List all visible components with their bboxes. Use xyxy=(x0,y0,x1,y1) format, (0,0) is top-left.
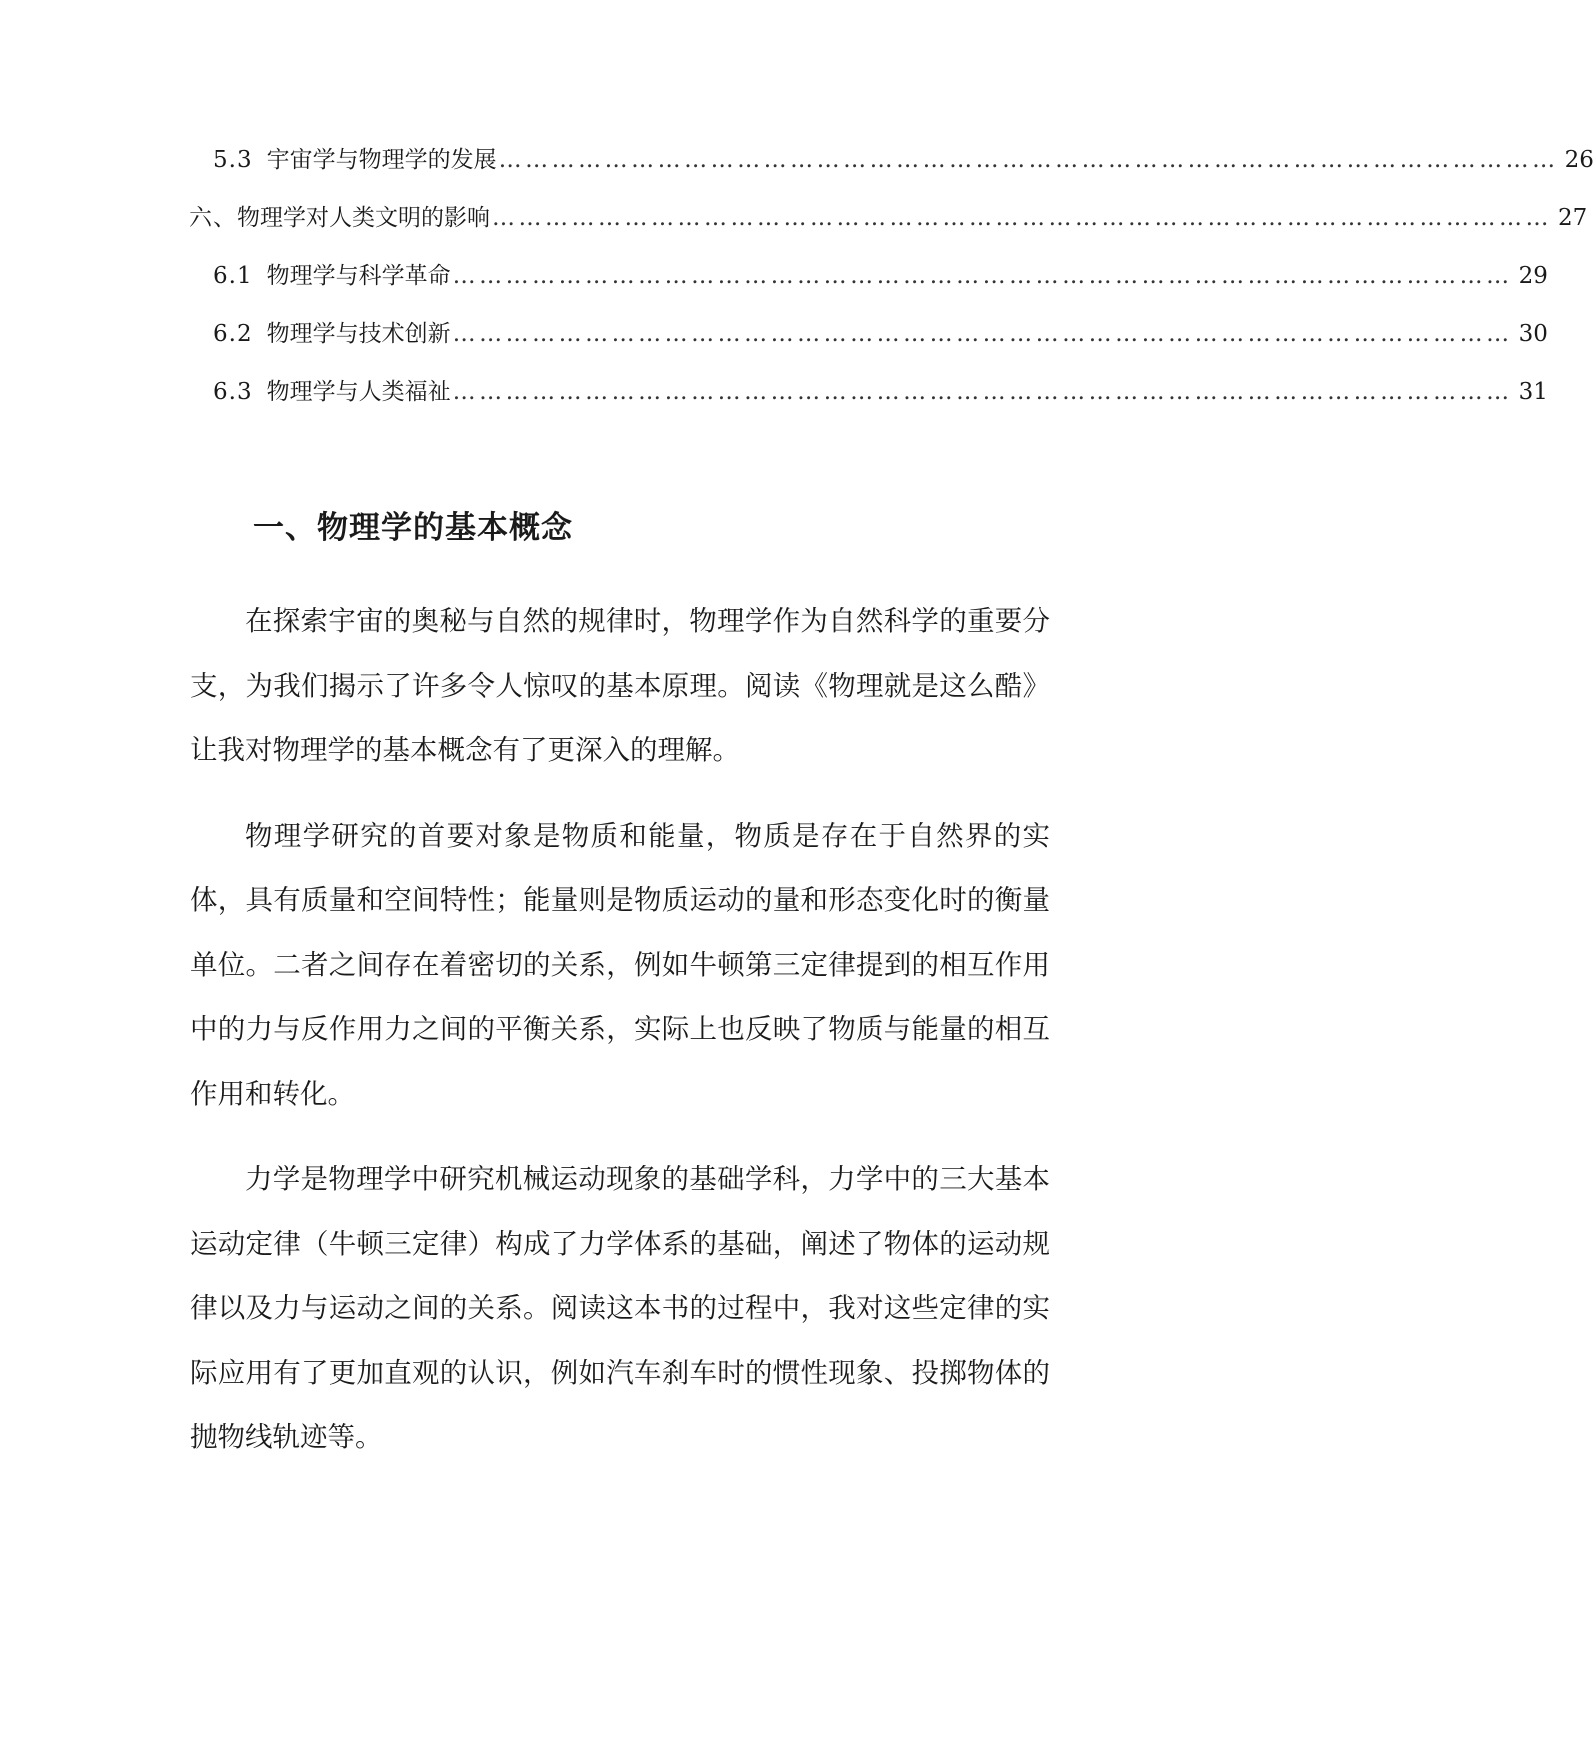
toc-dot-leader: ………………………………………………………………………………………………………… xyxy=(452,379,1513,405)
toc-entry-number: 5.3 xyxy=(213,147,253,173)
toc-entry-page: 31 xyxy=(1518,379,1548,405)
toc-dot-leader: ………………………………………………………………………………………………………… xyxy=(492,205,1552,231)
toc-entry-title: 宇宙学与物理学的发展 xyxy=(266,147,497,173)
body-paragraph: 在探索宇宙的奥秘与自然的规律时，物理学作为自然科学的重要分支，为我们揭示了许多令人惊叹的基本原理。阅读《物理就是这么酷》让我对物理学的基本概念有了更深入的理解。 xyxy=(190,605,1050,766)
toc-entry-page: 27 xyxy=(1558,205,1588,231)
toc-entry-page: 30 xyxy=(1518,321,1548,347)
body-paragraph: 力学是物理学中研究机械运动现象的基础学科，力学中的三大基本运动定律（牛顿三定律）构成了力学体系的基础，阐述了物体的运动规律以及力与运动之间的关系。阅读这本书的过程中，我对这些定律的实际应用有了更加直观的认识，例如汽车刹车时的惯性现象、投掷物体的抛物线轨迹等。 xyxy=(190,1163,1050,1453)
toc-entry[interactable] xyxy=(213,140,1594,180)
toc-dot-leader: ………………………………………………………………………………………………………… xyxy=(498,147,1559,173)
toc-dot-leader: ………………………………………………………………………………………………………… xyxy=(452,263,1513,289)
toc-entry-page: 29 xyxy=(1518,263,1548,289)
toc-entry[interactable] xyxy=(189,198,1588,238)
toc-entry[interactable] xyxy=(213,314,1548,354)
body-paragraph: 物理学研究的首要对象是物质和能量，物质是存在于自然界的实体，具有质量和空间特性；能量则是物质运动的量和形态变化时的衡量单位。二者之间存在着密切的关系，例如牛顿第三定律提到的相互作用中的力与反作用力之间的平衡关系，实际上也反映了物质与能量的相互作用和转化。 xyxy=(190,819,1050,1110)
toc-entry-number: 六、 xyxy=(189,205,237,231)
toc-entry[interactable] xyxy=(213,372,1548,412)
toc-dot-leader: ………………………………………………………………………………………………………… xyxy=(452,321,1513,347)
toc-entry-title: 物理学与技术创新 xyxy=(266,321,451,347)
section-body xyxy=(190,589,1050,1491)
toc-entry-number: 6.1 xyxy=(213,263,253,289)
section-heading: 一、物理学的基本概念 xyxy=(253,510,573,546)
toc-entry-title: 物理学与人类福祉 xyxy=(266,379,451,405)
toc-entry-number: 6.2 xyxy=(213,321,253,347)
toc-entry-page: 26 xyxy=(1564,147,1594,173)
toc-entry-title: 物理学与科学革命 xyxy=(266,263,451,289)
toc-entry[interactable] xyxy=(213,256,1548,296)
toc-entry-title: 物理学对人类文明的影响 xyxy=(237,205,490,231)
toc-entry-number: 6.3 xyxy=(213,379,253,405)
